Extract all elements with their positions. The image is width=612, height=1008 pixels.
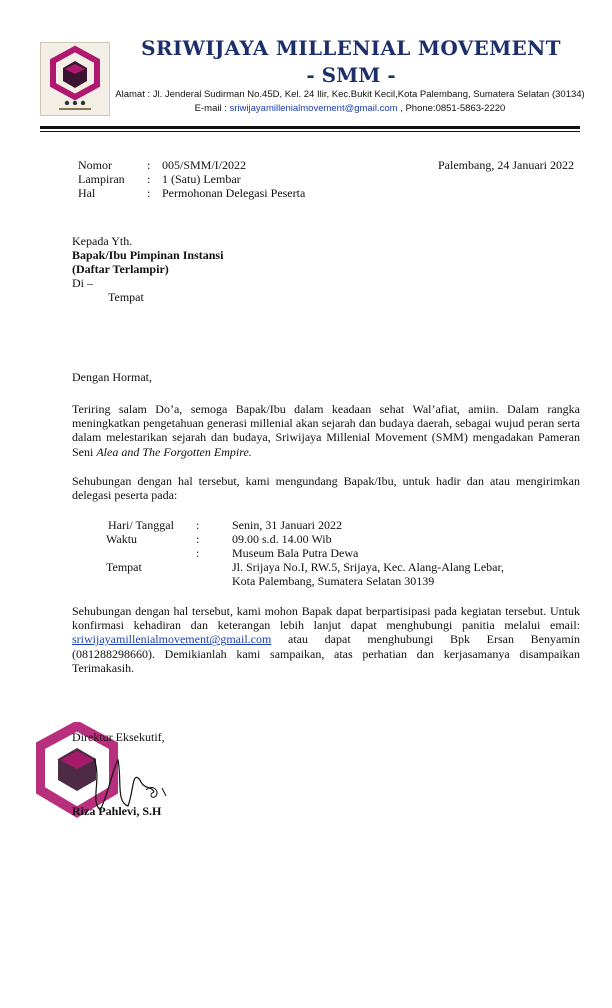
nomor-value: 005/SMM/I/2022: [162, 158, 247, 172]
recipient-note: (Daftar Terlampir): [72, 262, 169, 276]
lampiran-colon: :: [147, 172, 151, 186]
nomor-colon: :: [147, 158, 151, 172]
contact-line: [110, 102, 590, 115]
header-email-link[interactable]: sriwijayamillenialmovement@gmail.com: [229, 103, 398, 114]
header-divider-thick: [40, 126, 580, 129]
venue-colon: :: [196, 546, 200, 560]
place-value-line2: Kota Palembang, Sumatera Selatan 30139: [232, 574, 435, 588]
event-title: Alea and The Forgotten Empire.: [96, 444, 252, 459]
closing-email-link[interactable]: sriwijayamillenialmovement@gmail.com: [72, 632, 272, 647]
paragraph-intro: [72, 402, 580, 459]
phone-text: , Phone:0851-5863-2220: [397, 103, 506, 114]
organization-name: SRIWIJAYA MILLENIAL MOVEMENT: [141, 36, 561, 60]
place-label: Tempat: [106, 560, 142, 574]
time-colon: :: [196, 532, 200, 546]
day-colon: :: [196, 518, 200, 532]
day-label: Hari/ Tanggal: [108, 518, 174, 532]
lampiran-label: Lampiran: [78, 172, 125, 186]
closing-text-b: atau dapat menghubungi Bpk Ersan Benyamin (081288298660). Demikianlah kami sampaikan, atas perhatian dan kerjasamanya disampaikan Terimakasih.: [72, 632, 580, 675]
hal-value: Permohonan Delegasi Peserta: [162, 186, 306, 200]
email-label: E-mail :: [194, 103, 230, 114]
recipient-di: Di –: [72, 276, 93, 290]
recipient-salutation: Kepada Yth.: [72, 234, 133, 248]
day-value: Senin, 31 Januari 2022: [232, 518, 342, 532]
organization-logo: [40, 42, 110, 116]
venue-value: Museum Bala Putra Dewa: [232, 546, 359, 560]
lampiran-value: 1 (Satu) Lembar: [162, 172, 241, 186]
greeting: Dengan Hormat,: [72, 370, 152, 384]
closing-text-a: Sehubungan dengan hal tersebut, kami mohon Bapak dapat berpartisipasi pada kegiatan tersebut. Untuk konfirmasi kehadiran dan keterangan lebih lanjut dapat menghubungi panitia melalui email:: [72, 604, 580, 633]
recipient-name: Bapak/Ibu Pimpinan Instansi: [72, 248, 224, 262]
paragraph-closing: [72, 604, 580, 675]
place-date: Palembang, 24 Januari 2022: [438, 158, 574, 172]
nomor-label: Nomor: [78, 158, 112, 172]
time-label: Waktu: [106, 532, 138, 546]
intro-text: Teriring salam Do’a, semoga Bapak/Ibu dalam keadaan sehat Wal’afiat, amiin. Dalam rangka meningkatkan pengetahuan generasi millenial akan sejarah dan budaya daerah, sebagai wujud peran serta dalam melestarikan sejarah dan budaya, Sriwijaya Millenial Movement (SMM) mengadakan Pameran Seni: [72, 402, 580, 459]
place-value-line1: Jl. Srijaya No.I, RW.5, Srijaya, Kec. Alang-Alang Lebar,: [232, 560, 505, 574]
organization-address: Alamat : Jl. Jenderal Sudirman No.45D, Kel. 24 Ilir, Kec.Bukit Kecil,Kota Palembang, Sumatera Selatan (30134): [115, 89, 585, 100]
hal-label: Hal: [78, 186, 96, 200]
signatory-name: Riza Pahlevi, S.H: [72, 804, 162, 818]
paragraph-invitation: Sehubungan dengan hal tersebut, kami mengundang Bapak/Ibu, untuk hadir dan atau mengirimkan delegasi peserta pada:: [72, 474, 580, 503]
header-divider-thin: [40, 131, 580, 132]
recipient-place: Tempat: [108, 290, 144, 304]
hal-colon: :: [147, 186, 151, 200]
signatory-title: Direktur Eksekutif,: [72, 730, 165, 744]
time-value: 09.00 s.d. 14.00 Wib: [232, 532, 332, 546]
smm-logo-icon: [41, 43, 109, 115]
organization-abbreviation: - SMM -: [306, 63, 396, 87]
